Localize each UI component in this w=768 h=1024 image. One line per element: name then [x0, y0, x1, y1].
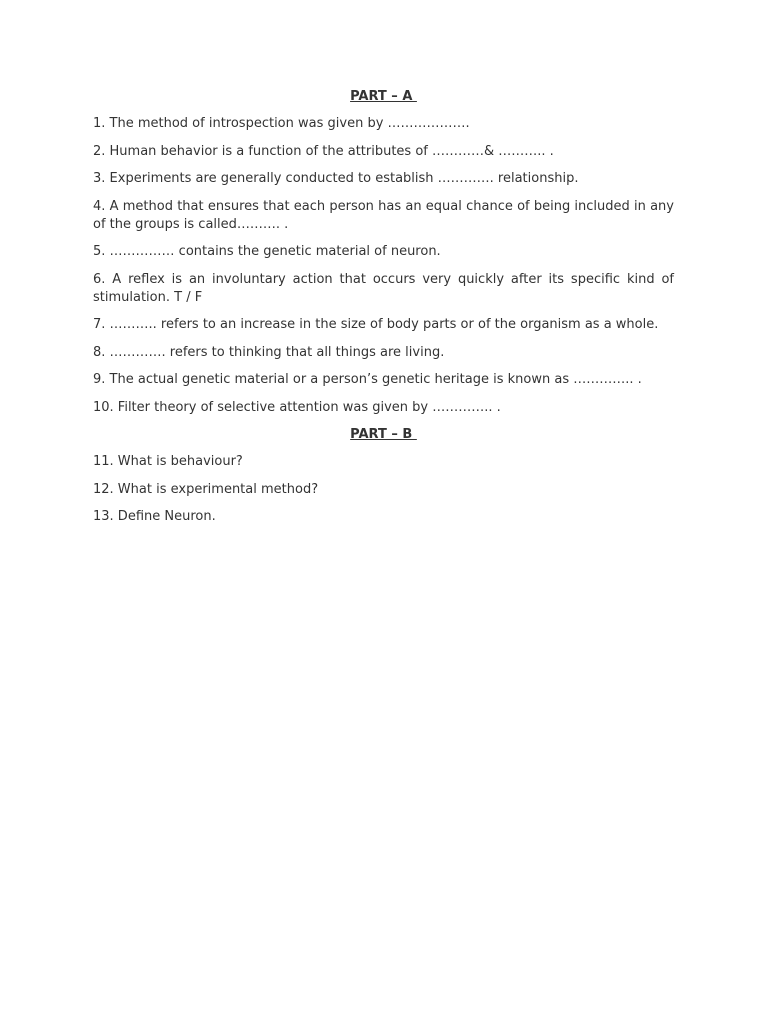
question-13: 13. Define Neuron. — [93, 509, 216, 524]
part-a-heading: PART – A — [350, 89, 417, 104]
question-12: 12. What is experimental method? — [93, 481, 319, 497]
question-3: 3. Experiments are generally conducted to establish …………. relationship. — [93, 171, 579, 186]
question-10: 10. Filter theory of selective attention was given by ………….. . — [93, 399, 501, 415]
question-7: 7. ……….. refers to an increase in the size of body parts or of the organism as a whole. — [93, 317, 659, 332]
question-6: 6. A reflex is an involuntary action that occurs very quickly after its specific kind of stimulation. T / F — [93, 271, 674, 305]
question-1: 1. The method of introspection was given by ………………. — [93, 116, 470, 131]
question-11: 11. What is behaviour? — [93, 454, 243, 469]
question-9: 9. The actual genetic material or a person’s genetic heritage is known as ………….. . — [93, 372, 642, 387]
question-8: 8. …………. refers to thinking that all things are living. — [93, 344, 445, 360]
question-4: 4. A method that ensures that each person has an equal chance of being included in any of the groups is called………. . — [93, 198, 674, 232]
document-page — [93, 88, 674, 536]
part-b-heading: PART – B — [350, 427, 417, 442]
question-5: 5. …………… contains the genetic material of neuron. — [93, 244, 441, 259]
question-2: 2. Human behavior is a function of the attributes of …………& ……….. . — [93, 143, 554, 159]
